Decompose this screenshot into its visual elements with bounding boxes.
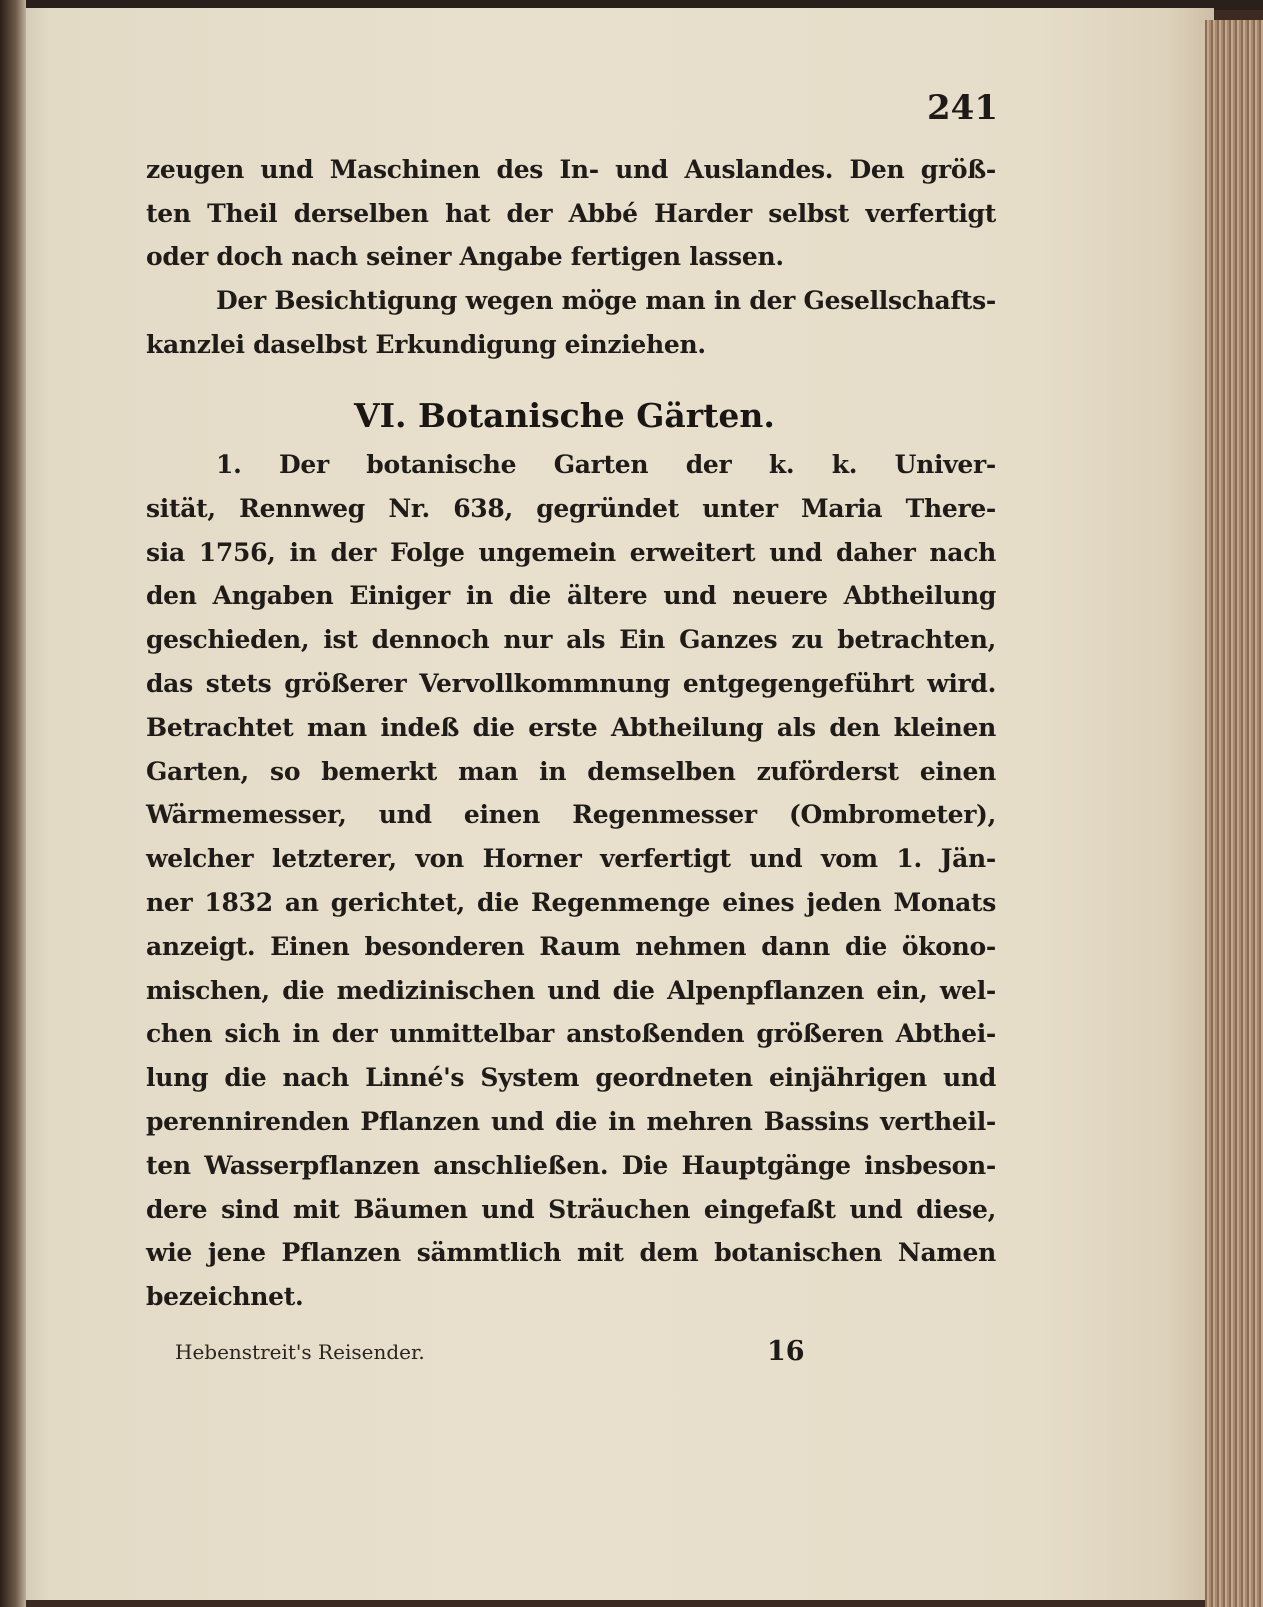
text-line: Betrachtet man indeß die erste Abtheilung als den kleinen: [146, 712, 996, 742]
text-line: das stets größerer Vervollkommnung entgegengeführt wird.: [146, 669, 996, 698]
text-line: den Angaben Einiger in die ältere und neuere Abtheilung: [146, 581, 996, 611]
text-line: lung die nach Linné's System geordneten einjährigen und: [146, 1063, 996, 1093]
footer-signature-title: Hebenstreit's Reisender.: [175, 1340, 425, 1364]
text-line: bezeichnet.: [146, 1282, 304, 1312]
text-line: geschieden, ist dennoch nur als Ein Ganzes zu betrachten,: [146, 625, 996, 655]
text-line: anzeigt. Einen besonderen Raum nehmen dann die ökono-: [146, 931, 996, 961]
text-line: kanzlei daselbst Erkundigung einziehen.: [146, 330, 706, 359]
page-number: 241: [927, 88, 998, 128]
text-line: ten Theil derselben hat der Abbé Harder selbst verfertigt: [146, 199, 996, 228]
text-line: zeugen und Maschinen des In- und Auslandes. Den größ-: [146, 155, 996, 184]
page-edges: [1205, 20, 1263, 1607]
text-line: Der Besichtigung wegen möge man in der Gesellschafts-: [216, 286, 996, 315]
text-line: mischen, die medizinischen und die Alpenpflanzen ein, wel-: [146, 975, 996, 1005]
text-line: welcher letzterer, von Horner verfertigt und vom 1. Jän-: [146, 844, 996, 874]
text-line: Wärmemesser, und einen Regenmesser (Ombrometer),: [146, 800, 996, 830]
footer-signature-mark: 16: [767, 1336, 805, 1367]
text-line: dere sind mit Bäumen und Sträuchen eingefaßt und diese,: [146, 1194, 996, 1224]
text-line: oder doch nach seiner Angabe fertigen lassen.: [146, 242, 784, 271]
text-line: sia 1756, in der Folge ungemein erweitert und daher nach: [146, 537, 996, 567]
book-binding: [0, 0, 26, 1607]
text-line: wie jene Pflanzen sämmtlich mit dem botanischen Namen: [146, 1238, 996, 1268]
text-line: ner 1832 an gerichtet, die Regenmenge eines jeden Monats: [146, 888, 996, 917]
text-line: perennirenden Pflanzen und die in mehren Bassins vertheil-: [146, 1107, 996, 1136]
text-line: 1. Der botanische Garten der k. k. Univer-: [216, 450, 996, 479]
text-line: Garten, so bemerkt man in demselben zuförderst einen: [146, 756, 996, 786]
text-line: chen sich in der unmittelbar anstoßenden größeren Abthei-: [146, 1019, 996, 1049]
text-line: ten Wasserpflanzen anschließen. Die Hauptgänge insbeson-: [146, 1150, 996, 1180]
section-heading: VI. Botanische Gärten.: [354, 396, 775, 435]
text-line: sität, Rennweg Nr. 638, gegründet unter Maria There-: [146, 493, 996, 523]
